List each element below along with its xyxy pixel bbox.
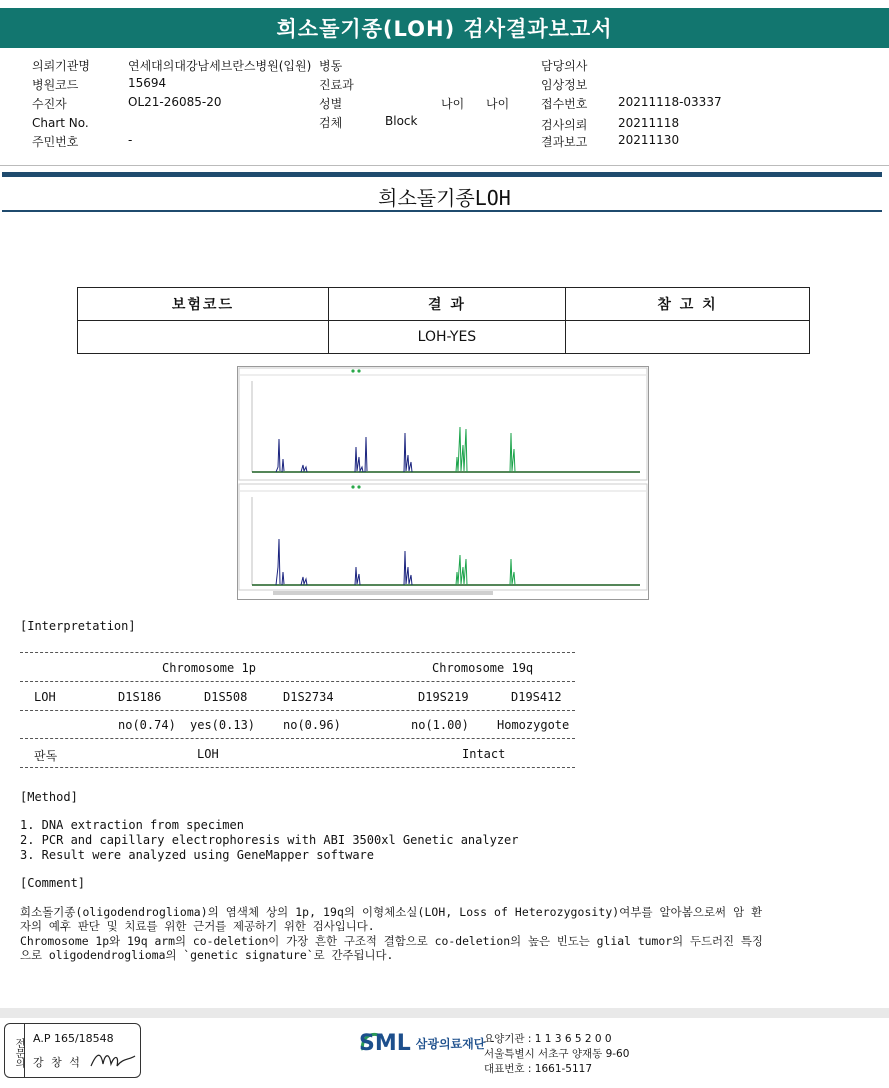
divider xyxy=(0,165,889,166)
hospital-value: 연세대의대강남세브란스병원(입원) xyxy=(128,59,312,73)
method-line: 2. PCR and capillary electrophoresis with ABI 3500xl Genetic analyzer xyxy=(20,833,519,847)
sample-value: Block xyxy=(385,114,418,128)
request-value: 20211118 xyxy=(618,116,680,130)
code-value: 15694 xyxy=(128,76,167,90)
pathologist-stamp xyxy=(4,1023,141,1078)
value-d1s2734: no(0.96) xyxy=(283,718,341,732)
ward-label: 병동 xyxy=(319,59,343,73)
electropherogram-image xyxy=(237,366,649,600)
sex-label: 성별 xyxy=(319,97,343,111)
report-title: 희소돌기종(LOH) 검사결과보고서 xyxy=(276,17,613,41)
dash-rule xyxy=(20,710,575,711)
method-heading: [Method] xyxy=(20,790,78,804)
id-label: 주민번호 xyxy=(32,135,79,149)
comment-line: 자의 예후 판단 및 치료를 위한 근거를 제공하기 위한 검사입니다. xyxy=(20,919,375,933)
address: 서울특별시 서초구 양재동 9-60 xyxy=(484,1048,630,1060)
institution-code: 요양기관 : 1 1 3 6 5 2 0 0 xyxy=(484,1033,612,1045)
loh-row-label: LOH xyxy=(34,690,56,704)
judge-19q: Intact xyxy=(462,747,506,761)
judge-1p: LOH xyxy=(197,747,219,761)
marker-d19s219: D19S219 xyxy=(418,690,469,704)
report-date-value: 20211130 xyxy=(618,133,680,147)
age-value: 나이 xyxy=(486,97,510,111)
sml-logo-text: SML xyxy=(359,1030,411,1056)
id-value: - xyxy=(128,133,133,147)
value-d1s508: yes(0.13) xyxy=(190,718,256,732)
specimen-no-label: 수진자 xyxy=(32,97,67,111)
chrom-19q-label: Chromosome 19q xyxy=(432,661,534,675)
chart-label: Chart No. xyxy=(32,116,89,130)
stamp-license: A.P 165/18548 xyxy=(33,1032,114,1045)
report-date-label: 결과보고 xyxy=(541,135,588,149)
value-d19s219: no(1.00) xyxy=(411,718,469,732)
receipt-value: 20211118-03337 xyxy=(618,95,722,109)
comment-line: Chromosome 1p와 19q arm의 co-deletion이 가장 흔한 구조적 결함으로 co-deletion의 높은 빈도는 glial tumor의 두드러진 특징 xyxy=(20,934,763,948)
result-table xyxy=(77,287,810,354)
hospital-label: 의뢰기관명 xyxy=(32,59,90,73)
doctor-label: 담당의사 xyxy=(541,59,588,73)
dash-rule xyxy=(20,738,575,739)
interpretation-heading: [Interpretation] xyxy=(20,619,136,633)
footer-band xyxy=(0,1008,889,1018)
marker-d1s186: D1S186 xyxy=(118,690,162,704)
method-line: 3. Result were analyzed using GeneMapper software xyxy=(20,848,375,862)
stamp-name: 강 창 석 xyxy=(33,1056,82,1069)
comment-line: 희소돌기종(oligodendroglioma)의 염색체 상의 1p, 19q의 이형체소실(LOH, Loss of Heterozygosity)여부를 알아봄으로써 암 환 xyxy=(20,905,763,919)
report-subtitle: 희소돌기종LOH xyxy=(378,186,511,210)
dash-rule xyxy=(20,652,575,653)
comment-line: 으로 oligodendroglioma의 `genetic signature`로 간주됩니다. xyxy=(20,948,394,962)
header-result: 결 과 xyxy=(328,288,565,321)
org-name: 삼광의료재단 xyxy=(415,1036,486,1051)
report-header xyxy=(0,8,889,48)
stamp-side-label: 전문의 xyxy=(5,1024,25,1077)
clinical-label: 임상정보 xyxy=(541,78,588,92)
value-d1s186: no(0.74) xyxy=(118,718,176,732)
section-rule-top xyxy=(2,172,882,177)
header-insurance-code: 보험코드 xyxy=(78,288,329,321)
cell-insurance-code xyxy=(78,321,329,354)
value-d19s412: Homozygote xyxy=(497,718,570,732)
code-label: 병원코드 xyxy=(32,78,79,92)
signature-icon xyxy=(89,1048,137,1072)
dash-rule xyxy=(20,767,575,768)
header-reference: 참 고 치 xyxy=(565,288,809,321)
chrom-1p-label: Chromosome 1p xyxy=(162,661,256,675)
marker-d1s2734: D1S2734 xyxy=(283,690,334,704)
sample-label: 검체 xyxy=(319,116,343,130)
judge-label: 판독 xyxy=(34,749,58,763)
dept-label: 진료과 xyxy=(319,78,354,92)
marker-d1s508: D1S508 xyxy=(204,690,248,704)
request-label: 검사의뢰 xyxy=(541,118,588,132)
marker-d19s412: D19S412 xyxy=(511,690,562,704)
method-line: 1. DNA extraction from specimen xyxy=(20,818,244,832)
receipt-label: 접수번호 xyxy=(541,97,588,111)
cell-reference xyxy=(565,321,809,354)
phone: 대표번호 : 1661-5117 xyxy=(484,1063,593,1075)
cell-result: LOH-YES xyxy=(328,321,565,354)
sml-logo-group xyxy=(357,1030,485,1056)
specimen-no-value: OL21-26085-20 xyxy=(128,95,222,109)
dash-rule xyxy=(20,681,575,682)
electropherogram-graphic xyxy=(238,367,648,599)
comment-heading: [Comment] xyxy=(20,876,86,890)
age-label: 나이 xyxy=(441,97,465,111)
section-rule-bottom xyxy=(2,210,882,212)
